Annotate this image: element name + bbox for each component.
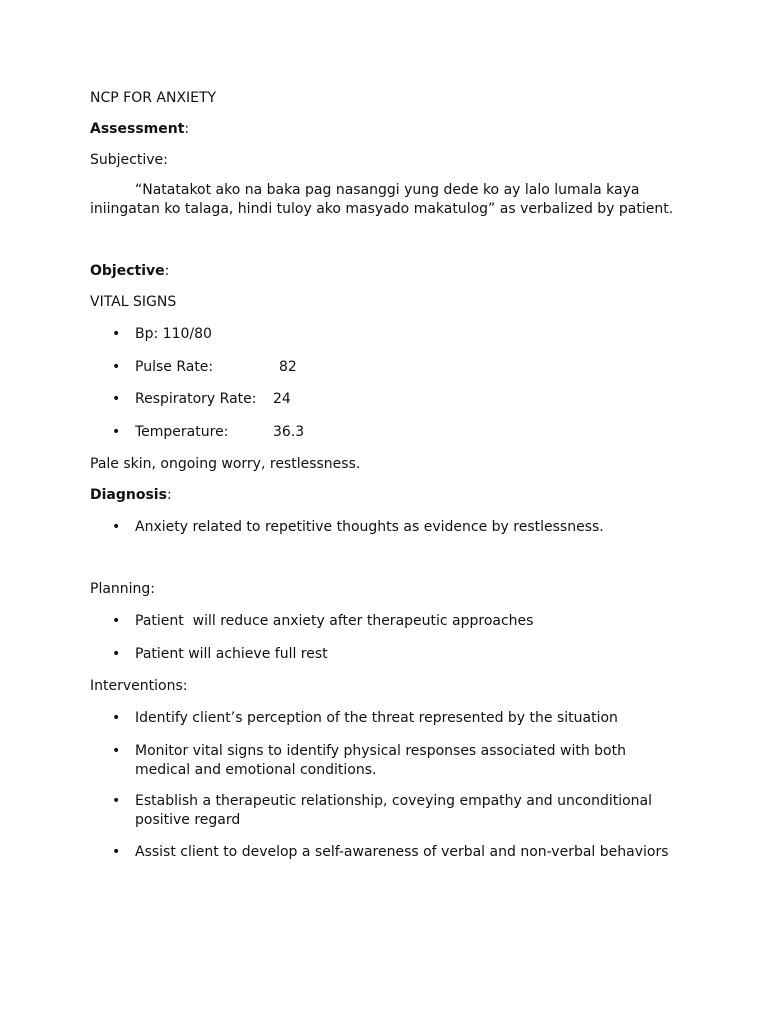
intervention-item-text: Identify client’s perception of the threat represented by the situation xyxy=(135,710,618,726)
bullet-icon: • xyxy=(112,424,121,440)
planning-item xyxy=(112,645,692,664)
assessment-heading xyxy=(90,120,189,138)
bullet-icon: • xyxy=(112,710,121,726)
vital-sign-value: 36.3 xyxy=(273,424,305,440)
vital-sign-label: Respiratory Rate: xyxy=(135,391,257,407)
assessment-heading-colon: : xyxy=(184,121,190,137)
objective-observation: Pale skin, ongoing worry, restlessness. xyxy=(90,456,361,472)
bullet-icon: • xyxy=(112,391,121,407)
diagnosis-heading-text: Diagnosis xyxy=(90,487,167,503)
subjective-label: Subjective: xyxy=(90,152,168,168)
bullet-icon: • xyxy=(112,613,121,629)
intervention-item-text: Assist client to develop a self-awareness of verbal and non-verbal behaviors xyxy=(135,844,669,860)
intervention-item-text: Monitor vital signs to identify physical responses associated with both medical and emotional conditions. xyxy=(135,743,626,778)
bullet-icon: • xyxy=(112,646,121,662)
vital-sign-value: 82 xyxy=(279,359,297,375)
vital-sign-item xyxy=(112,423,692,442)
assessment-heading-text: Assessment xyxy=(90,121,185,137)
vital-sign-item xyxy=(112,325,692,344)
bullet-icon: • xyxy=(112,326,121,342)
diagnosis-item xyxy=(112,518,692,537)
planning-item-text: Patient will reduce anxiety after therapeutic approaches xyxy=(135,613,534,629)
diagnosis-item-text: Anxiety related to repetitive thoughts as evidence by restlessness. xyxy=(135,519,604,535)
intervention-item xyxy=(112,709,692,728)
vital-signs-label: VITAL SIGNS xyxy=(90,294,177,310)
vital-sign-value: 24 xyxy=(273,391,291,407)
planning-heading: Planning: xyxy=(90,581,156,597)
diagnosis-heading-colon: : xyxy=(166,487,172,503)
intervention-item-text: Establish a therapeutic relationship, coveying empathy and unconditional positive regard xyxy=(135,793,653,828)
planning-item xyxy=(112,612,692,631)
bullet-icon: • xyxy=(112,844,121,860)
interventions-heading: Interventions: xyxy=(90,678,188,694)
intervention-item xyxy=(112,792,692,830)
diagnosis-heading xyxy=(90,486,172,504)
objective-heading-text: Objective xyxy=(90,263,165,279)
vital-sign-item xyxy=(112,358,692,377)
vital-sign-label: Temperature: xyxy=(135,424,229,440)
subjective-quote-text: “Natatakot ako na baka pag nasanggi yung dede ko ay lalo lumala kaya iniingatan ko talaga, hindi tuloy ako masyado makatulog” as verbalized by patient. xyxy=(90,182,674,217)
document-title: NCP FOR ANXIETY xyxy=(90,90,217,106)
objective-heading xyxy=(90,262,169,280)
vital-sign-bp: Bp: 110/80 xyxy=(135,326,212,342)
intervention-item xyxy=(112,742,692,780)
intervention-item xyxy=(112,843,692,862)
objective-heading-colon: : xyxy=(164,263,170,279)
planning-item-text: Patient will achieve full rest xyxy=(135,646,328,662)
subjective-quote xyxy=(90,181,690,219)
vital-sign-label: Pulse Rate: xyxy=(135,359,214,375)
bullet-icon: • xyxy=(112,359,121,375)
bullet-icon: • xyxy=(112,743,121,759)
bullet-icon: • xyxy=(112,793,121,809)
bullet-icon: • xyxy=(112,519,121,535)
vital-sign-item xyxy=(112,390,692,409)
